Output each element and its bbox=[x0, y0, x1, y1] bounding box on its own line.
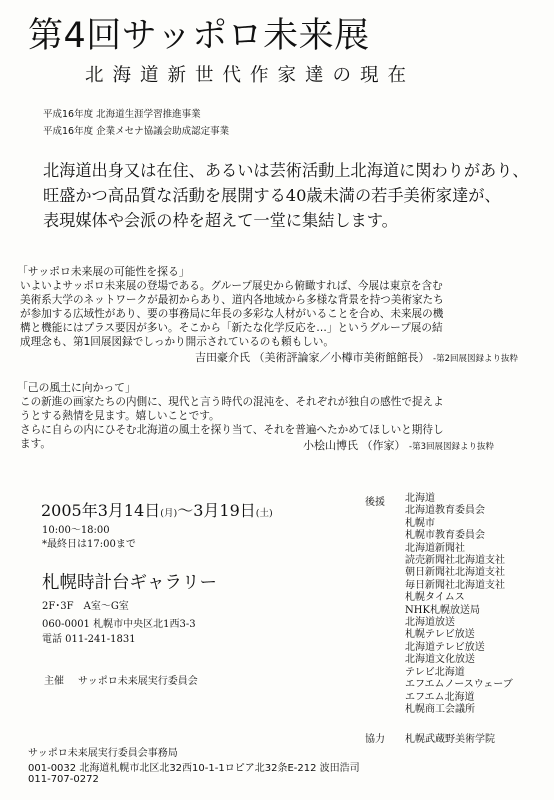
backer-item: 読売新聞社北海道支社 bbox=[405, 555, 505, 567]
sponsor-name: サッポロ未来展実行委員会 bbox=[78, 676, 198, 687]
sponsor-label: 主催 bbox=[44, 676, 64, 687]
backer-item: エフエム北海道 bbox=[405, 691, 475, 703]
quote2-line: この新進の画家たちの内側に、現代と言う時代の混沌を、それぞれが独自の感性で捉えよ bbox=[20, 396, 444, 408]
backer-item: 朝日新聞社北海道支社 bbox=[405, 567, 505, 579]
backer-item: 北海道教育委員会 bbox=[405, 505, 485, 517]
support-line: 平成16年度 企業メセナ協議会助成認定事業 bbox=[43, 126, 230, 137]
event-last-day: *最終日は17:00まで bbox=[42, 539, 136, 550]
quote2-attribution bbox=[303, 437, 494, 453]
cooperation-name: 札幌武蔵野美術学院 bbox=[405, 734, 495, 745]
quote1-line: いよいよサッポロ未来展の登場である。グループ展史から俯瞰すれば、今展は東京を含む bbox=[20, 280, 443, 292]
quote1-line: 成理念も、第1回展図録でしっかり開示されているのも頼もしい。 bbox=[20, 336, 334, 348]
backers-label: 後援 bbox=[365, 497, 385, 508]
backer-item: 北海道新聞社 bbox=[405, 542, 465, 554]
lead-paragraph bbox=[43, 158, 533, 233]
backer-item: 札幌タイムス bbox=[405, 592, 465, 604]
quote2-body bbox=[20, 395, 530, 437]
backer-item: エフエムノースウェーブ bbox=[405, 679, 513, 691]
backer-item: 毎日新聞社北海道支社 bbox=[405, 579, 505, 591]
quote2-source: -第3回展図録より抜粋 bbox=[409, 442, 494, 452]
quote1-source: -第2回展図録より抜粋 bbox=[433, 354, 518, 364]
quote2-author: 小桧山博氏 （作家） bbox=[303, 439, 406, 452]
quote1-line: が参加する広域性があり、要の事務局に年長の多彩な人材がいることを合め、未来展の機 bbox=[20, 308, 444, 320]
backer-item: 札幌市教育委員会 bbox=[405, 530, 485, 542]
quote2-line: さらに自らの内にひそむ北海道の風土を探り当て、それを普遍へたかめてほしいと期待し bbox=[20, 424, 444, 436]
page-title: 第4回サッポロ未来展 bbox=[28, 16, 370, 56]
quote1-attribution bbox=[195, 349, 518, 365]
backer-item: 札幌商工会議所 bbox=[405, 703, 475, 715]
support-line: 平成16年度 北海道生涯学習推進事業 bbox=[43, 109, 201, 120]
sponsor bbox=[44, 672, 198, 687]
date-end: 3月19日 bbox=[193, 501, 256, 520]
day-start: (月) bbox=[160, 508, 178, 519]
venue-phone: 電話 011-241-1831 bbox=[42, 634, 136, 645]
event-hours: 10:00〜18:00 bbox=[42, 525, 110, 536]
office-phone: 011-707-0272 bbox=[28, 774, 99, 785]
venue-floors: 2F･3F A室〜G室 bbox=[42, 601, 129, 612]
date-separator: 〜 bbox=[177, 501, 194, 520]
lead-line: 北海道出身又は在住、あるいは芸術活動上北海道に関わりがあり、 bbox=[43, 161, 529, 180]
quote2-line-end: ます。 bbox=[20, 438, 51, 450]
backer-item: 北海道テレビ放送 bbox=[405, 641, 485, 653]
backer-item: 北海道放送 bbox=[405, 617, 455, 629]
event-date bbox=[41, 498, 273, 521]
venue-name: 札幌時計台ギャラリー bbox=[42, 573, 217, 593]
backer-item: 札幌市 bbox=[405, 517, 435, 529]
office-address: 001-0032 北海道札幌市北区北32西10-1-1ロピア北32条E-212 波田浩司 bbox=[28, 763, 360, 774]
quote1-body bbox=[20, 279, 530, 349]
quote1-heading: 「サッポロ未来展の可能性を探る」 bbox=[17, 265, 190, 278]
lead-line: 表現媒体や会派の枠を超えて一堂に集結します。 bbox=[43, 211, 398, 230]
quote1-author: 吉田豪介氏 （美術評論家／小樽市美術館館長） bbox=[195, 351, 430, 364]
backer-item: 北海道 bbox=[405, 493, 435, 504]
backer-item: 札幌テレビ放送 bbox=[405, 629, 475, 641]
quote2-line: うとする熱情を見ます。嬉しいことです。 bbox=[20, 410, 220, 422]
backers-list bbox=[405, 493, 513, 716]
backer-item: 北海道文化放送 bbox=[405, 654, 475, 666]
backer-item: テレビ北海道 bbox=[405, 666, 465, 678]
quote1-line: 美術系大学のネットワークが最初からあり、道内各地域から多様な背景を持つ美術家たち bbox=[20, 294, 444, 306]
backer-item: NHK札幌放送局 bbox=[405, 604, 480, 616]
page-subtitle: 北海道新世代作家達の現在 bbox=[85, 65, 416, 86]
date-start: 2005年3月14日 bbox=[41, 501, 161, 520]
quote1-line: 構と機能にはプラス要因が多い。そこから「新たな化学反応を…」というグループ展の結 bbox=[20, 322, 443, 334]
cooperation-label: 協力 bbox=[365, 734, 385, 745]
day-end: (土) bbox=[255, 508, 273, 519]
venue-address: 060-0001 札幌市中央区北1西3-3 bbox=[42, 619, 196, 630]
office-name: サッポロ未来展実行委員会事務局 bbox=[28, 748, 178, 759]
lead-line: 旺盛かつ高品質な活動を展開する40歳未満の若手美術家達が、 bbox=[43, 186, 501, 205]
quote2-heading: 「己の風土に向かって」 bbox=[17, 381, 136, 394]
